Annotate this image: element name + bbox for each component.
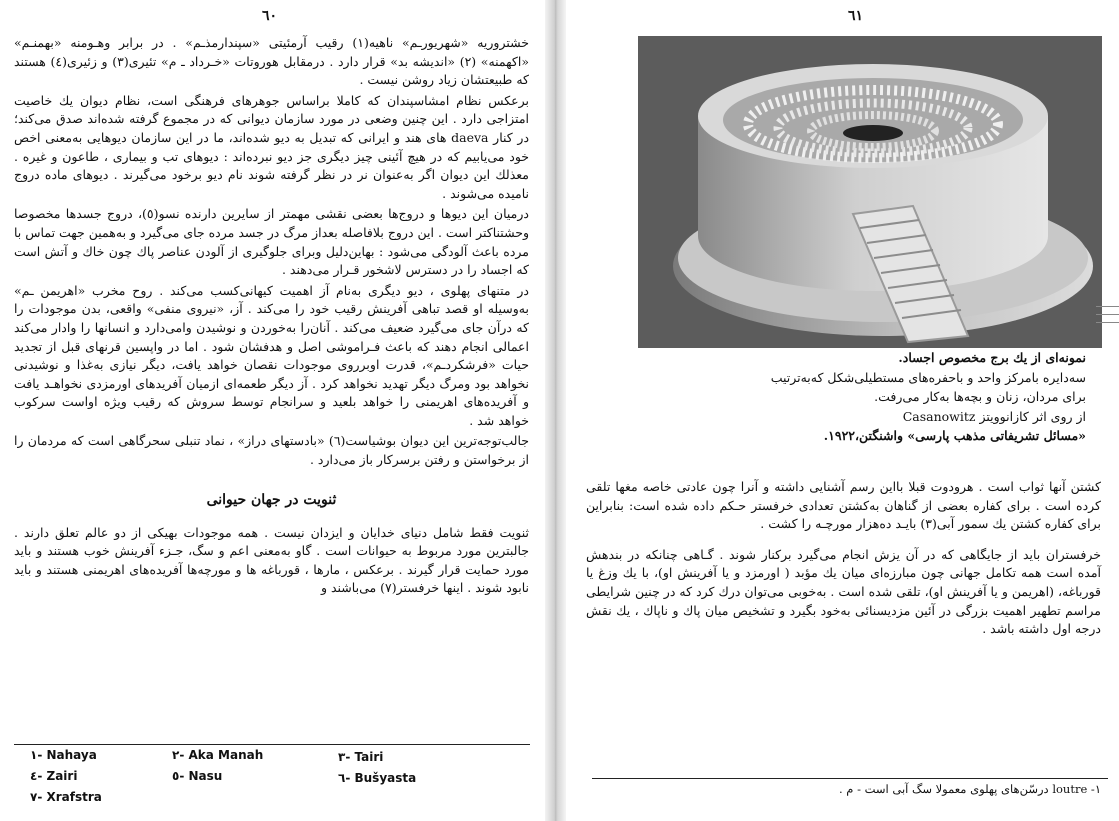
caption-line: سه‌دایره بامرکز واحد و باحفره‌های مستطیلی‌شکل که‌به‌ترتیب xyxy=(770,369,1086,385)
footnote-rule xyxy=(592,778,1108,779)
footnote: ۳- Tairi xyxy=(338,750,384,764)
paragraph: ثنویت فقط شامل دنیای خدایان و ایزدان نیست . همه موجودات بهیکی از دو عالم تعلق دارند . جالبترین مورد مربوط به حیوانات است . گاو به‌معنی اعم و سگ، جـزء آفرینش خوب هستند و باید مورد حمایت قرار گیرند . برعکس ، مارها ، قورباغه ها و مورچه‌ها آفریده‌های اهریمنی هستند و باید نابود شوند . اینها خرفستر(۷) می‌باشند و xyxy=(14,524,529,596)
paragraph: درمیان این دیوها و دروج‌ها بعضی نقشی مهمتر از سایرین دارنده نسو(٥)، دروج جسدها مخصوصا وحشتناکتر است . این دروج بلافاصله بعداز مرگ در جسد مرده جای می‌گیرد و به‌همین جهت تماس با مرده باعث آلودگی می‌شود : بهاین‌دلیل وبرای جلوگیری از آلودن عناصر پاك چون خاك و آتش است که اجساد را در دسترس لاشخور قـرار می‌دهند . xyxy=(14,206,529,278)
page-number: ٦١ xyxy=(848,8,864,24)
paragraph: کشتن آنها ثواب است . هرودوت قبلا بااین رسم آشنایی داشته و آنرا چون عادتی خاصه مغها تلقی کرده است . برای کفاره بعضی از گناهان به‌کشتن تعدادی خرفستر حـکم داده شده است: بنابراین برای کفاره کشتن یك سمور آبی(۳) بایـد ده‌هزار مورچـه را کشت . xyxy=(586,479,1101,532)
paragraph: در متنهای پهلوی ، دیو دیگری به‌نام آز اهمیت کیهانی‌کسب می‌کند . روح مخرب «اهریمن ـم» به‌وسیله او قصد تباهی آفرینش رقیب خود را می‌کند . آز، «نیروی منفی» واقعی، بدن موجودات را که درآن جای می‌گیرد ضعیف می‌کند . آنان‌را به‌خوردن و نوشیدن وامی‌دارد و انسانها را وادار می‌کند اعمالی انجام دهند که باعث فـراموشی اصل و هدفشان شود . اما در واپسین قرنهای قبل از تجدید حیات «فرشکردـم»، قدرت اوبرروی موجودات نقصان خواهد یافت، دیگر نیازی به‌غذا و نوشیدنی نخواهد بود ومرگ دیگر تهدید نخواهد کرد . آز دیگر طعمه‌ای ازمیان آفریدهای اورمزدی نخواهـد یافت و آفریده‌های اهریمنی را خواهد بلعید و سرانجام توسط سروش که رقیب ویژه اواست سرکوب خواهد شد . xyxy=(14,282,529,428)
paragraph: خرفستران باید از جایگاهی که در آن یزش انجام می‌گیرد برکنار شوند . گـاهی چنانکه در بندهش آمده است همه تکامل جهانی چون مبارزه‌ای میان یك مؤبد ( اورمزد و یا آفرینش او)، با یك وزغ یا قورباغه، (اهریمن و یا آفرینش او)، تلقی شده است . به‌خوبی می‌توان درك کرد که در چنین شرایطی مراسم تطهیر اهمیت بزرگی در آئین مزدیسنائی به‌خود بگیرد و تشخیص میان پاك و ناپاك ، یك نقش درجه اول داشته باشد . xyxy=(586,546,1101,637)
footnote-rule xyxy=(14,744,530,745)
section-heading: ثنویت در جهان حیوانی xyxy=(206,491,337,508)
footnote: ۱- Nahaya xyxy=(30,748,97,762)
caption-line: نمونه‌ای از یك برج مخصوص اجساد. xyxy=(898,350,1086,365)
tower-model-photo xyxy=(638,36,1102,348)
book-gutter xyxy=(545,0,566,821)
right-page xyxy=(566,0,1119,821)
page-body xyxy=(14,34,529,598)
paragraph: جالب‌توجه‌ترین این دیوان بوشیاست(٦) «بادستهای دراز» ، نماد تنبلی سحرگاهی است که مردمان را از برخواستن و رفتن برسرکار باز می‌دارد . xyxy=(14,433,530,468)
caption-line: برای مردان، زنان و بچه‌ها به‌کار می‌رفت. xyxy=(874,389,1086,404)
caption-line: از روی اثر کازانوویتز Casanowitz xyxy=(902,408,1086,424)
page-edge-line xyxy=(1096,306,1119,307)
page-edge-line xyxy=(1096,314,1119,315)
footnote: ۷- Xrafstra xyxy=(30,790,102,804)
footnote: ٥- Nasu xyxy=(172,769,223,783)
footnote: ۲- Aka Manah xyxy=(172,748,264,762)
tower-model-illustration xyxy=(638,36,1102,348)
page-edge-line xyxy=(1096,322,1119,323)
paragraph: برعکس نظام امشاسپندان که کاملا براساس جوهرهای فرهنگی است، نظام دیوان یك خاصیت امتزاجی دارد . این چنین وضعی در مورد سازمان دیوانی که در مجموع گرفته شده‌اند صدق می‌کند؛ در کنار daeva های هند و ایرانی که تبدیل به دیو شده‌اند، ما در این سازمان دیوهایی به‌معنی اخص خود می‌یابیم که در هیچ آئینی چیز دیگری جز دیو نبرده‌اند : دیوهای تب و بیماری ، طاعون و غیره . معذلك این دیوان اگر به‌عنوان نر در نظر گرفته شوند نام دیو برخود می‌گیرند . دیوهای ماده دروج نامیده می‌شوند . xyxy=(14,92,530,201)
footnote: ٦- Bušyasta xyxy=(338,771,417,785)
paragraph: خشتروریه «شهریورـم» ناهیه(۱) رقیب آرمئیتی «سپندارمذـم» . در برابر وهـومنه «بهمنـم» «اکهمنه» (۲) «اندیشه بد» قرار دارد . درمقابل هوروتات «خـرداد ـ م» تئیری(۳) و زئیری(٤) هستند که طبیعتشان زیاد روشن نیست . xyxy=(14,35,529,88)
footnote: ٤- Zairi xyxy=(30,769,78,783)
page-body xyxy=(586,478,1101,639)
caption-line: «مسائل تشریفاتی مذهب پارسی» واشنگتن،۱۹۲۲. xyxy=(823,428,1086,443)
photo-caption xyxy=(626,348,1086,446)
page-number: ٦٠ xyxy=(262,8,278,24)
left-page xyxy=(0,0,545,821)
footnote: ۱- loutre درسّن‌های پهلوی معمولا سگ آبی است - م . xyxy=(838,782,1101,796)
